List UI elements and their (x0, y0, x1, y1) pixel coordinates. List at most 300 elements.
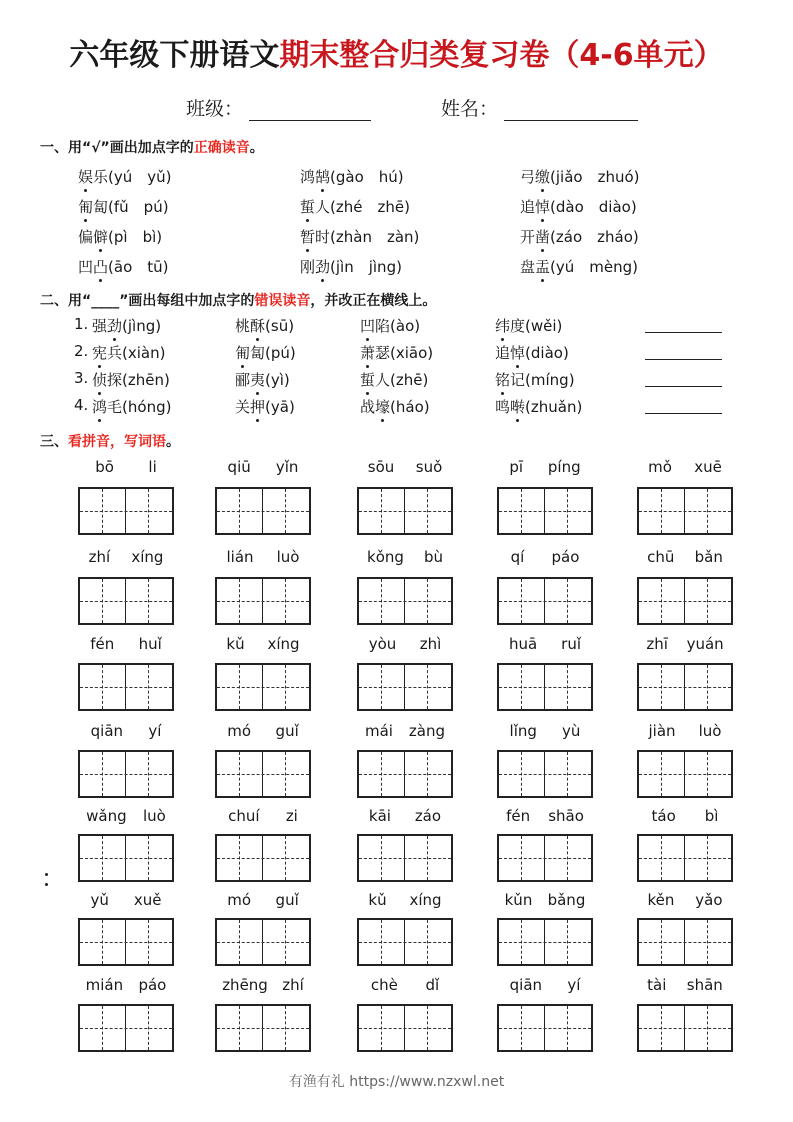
grid-cell[interactable] (428, 836, 451, 880)
name-blank[interactable] (504, 102, 638, 121)
grid-cell[interactable] (80, 752, 103, 796)
grid-cell[interactable] (405, 1006, 428, 1050)
grid-cell[interactable] (382, 579, 405, 623)
grid-cell[interactable] (708, 1006, 731, 1050)
char: 时 (315, 228, 331, 246)
pinyin-prompt (637, 548, 733, 566)
grid-cell[interactable] (708, 665, 731, 709)
dotted-char: 凹 (360, 317, 376, 335)
grid-cell[interactable] (428, 489, 451, 533)
grid-cell[interactable] (428, 752, 451, 796)
pinyin-syllable: yuán (686, 635, 724, 653)
grid-cell[interactable] (522, 920, 545, 964)
pinyin-options: (yú yǔ) (108, 168, 172, 186)
pinyin-syllable: lián (226, 548, 254, 566)
pinyin-prompt (497, 722, 593, 740)
grid-cell[interactable] (286, 665, 309, 709)
writing-grid[interactable] (357, 750, 453, 798)
grid-cell[interactable] (263, 920, 286, 964)
grid-cell[interactable] (522, 579, 545, 623)
grid-cell[interactable] (662, 752, 685, 796)
grid-cell[interactable] (149, 752, 172, 796)
section3-heading: 三、看拼音，写词语。 (40, 434, 180, 450)
pronunciation-choice-item[interactable] (520, 196, 637, 217)
pinyin-syllable: zhī (646, 635, 668, 653)
grid-cell[interactable] (708, 489, 731, 533)
grid-cell[interactable] (263, 836, 286, 880)
grid-cell[interactable] (522, 752, 545, 796)
pronunciation-choice-item[interactable] (78, 196, 169, 217)
pinyin-syllable: luò (276, 548, 300, 566)
grid-cell[interactable] (286, 920, 309, 964)
pronunciation-item[interactable] (235, 342, 296, 363)
writing-grid[interactable] (78, 1004, 174, 1052)
pinyin-options: (jiǎo zhuó) (550, 168, 640, 186)
grid-cell[interactable] (382, 1006, 405, 1050)
pinyin-syllable: záo (414, 807, 442, 825)
pinyin-syllable: xíng (409, 891, 442, 909)
grid-cell[interactable] (286, 1006, 309, 1050)
writing-grid[interactable] (78, 834, 174, 882)
grid-cell[interactable] (359, 752, 382, 796)
dotted-char: 暂 (300, 228, 316, 246)
grid-cell[interactable] (217, 489, 240, 533)
grid-cell[interactable] (217, 665, 240, 709)
grid-cell[interactable] (240, 1006, 263, 1050)
pinyin-prompt (78, 548, 174, 566)
writing-grid[interactable] (637, 918, 733, 966)
grid-cell[interactable] (545, 489, 568, 533)
grid-cell[interactable] (428, 920, 451, 964)
dotted-char: 盂 (535, 258, 551, 276)
grid-cell[interactable] (80, 920, 103, 964)
grid-cell[interactable] (240, 665, 263, 709)
writing-grid[interactable] (637, 750, 733, 798)
pinyin: (xiāo) (390, 344, 434, 362)
pinyin-options: (yú mèng) (550, 258, 638, 276)
pinyin: (háo) (390, 398, 430, 416)
pronunciation-choice-item[interactable] (78, 226, 162, 247)
grid-cell[interactable] (499, 836, 522, 880)
grid-cell[interactable] (240, 489, 263, 533)
pinyin-syllable: jiàn (648, 722, 676, 740)
grid-cell[interactable] (545, 836, 568, 880)
grid-cell[interactable] (662, 920, 685, 964)
char: 盘 (520, 258, 536, 276)
grid-cell[interactable] (217, 752, 240, 796)
grid-cell[interactable] (149, 920, 172, 964)
grid-cell[interactable] (263, 752, 286, 796)
pinyin-syllable: bǎng (547, 891, 586, 909)
pronunciation-item[interactable] (235, 396, 295, 417)
pronunciation-item[interactable] (360, 369, 428, 390)
answer-blank[interactable] (645, 386, 722, 387)
writing-grid[interactable] (357, 834, 453, 882)
grid-cell[interactable] (522, 665, 545, 709)
pinyin-prompt (357, 458, 453, 476)
writing-grid[interactable] (78, 750, 174, 798)
pronunciation-choice-item[interactable] (78, 256, 169, 277)
pronunciation-choice-item[interactable] (520, 226, 639, 247)
grid-cell[interactable] (685, 665, 708, 709)
grid-cell[interactable] (405, 665, 428, 709)
writing-grid[interactable] (215, 1004, 311, 1052)
pronunciation-item[interactable] (92, 342, 165, 363)
grid-cell[interactable] (80, 836, 103, 880)
pronunciation-choice-item[interactable] (300, 256, 402, 277)
writing-grid[interactable] (78, 577, 174, 625)
class-blank[interactable] (249, 102, 371, 121)
grid-cell[interactable] (639, 752, 662, 796)
grid-cell[interactable] (405, 579, 428, 623)
grid-cell[interactable] (405, 920, 428, 964)
pronunciation-choice-item[interactable] (520, 256, 638, 277)
grid-cell[interactable] (80, 1006, 103, 1050)
grid-cell[interactable] (359, 836, 382, 880)
pronunciation-choice-item[interactable] (300, 226, 419, 247)
char: 鸿 (300, 168, 316, 186)
dotted-char: 啭 (510, 398, 526, 416)
grid-cell[interactable] (568, 836, 591, 880)
answer-blank[interactable] (645, 359, 722, 360)
grid-cell[interactable] (126, 836, 149, 880)
pinyin-prompt (497, 807, 593, 825)
grid-cell[interactable] (545, 752, 568, 796)
dotted-char: 凿 (535, 228, 551, 246)
writing-grid[interactable] (497, 577, 593, 625)
grid-cell[interactable] (405, 489, 428, 533)
pinyin-prompt (78, 722, 174, 740)
writing-grid[interactable] (637, 487, 733, 535)
grid-cell[interactable] (382, 665, 405, 709)
writing-grid[interactable] (215, 577, 311, 625)
pronunciation-item[interactable] (495, 342, 569, 363)
pinyin-syllable: mó (227, 891, 252, 909)
grid-cell[interactable] (126, 920, 149, 964)
grid-cell[interactable] (545, 579, 568, 623)
pinyin: (zhēn) (122, 371, 170, 389)
pinyin-prompt (637, 807, 733, 825)
char: 探 (107, 371, 123, 389)
grid-cell[interactable] (568, 920, 591, 964)
char: 匐 (250, 344, 266, 362)
pronunciation-item[interactable] (495, 315, 562, 336)
grid-cell[interactable] (499, 1006, 522, 1050)
grid-cell[interactable] (685, 579, 708, 623)
char: 度 (510, 317, 526, 335)
dotted-char: 劲 (107, 317, 123, 335)
grid-cell[interactable] (662, 1006, 685, 1050)
grid-cell[interactable] (685, 836, 708, 880)
grid-cell[interactable] (217, 1006, 240, 1050)
char: 桃 (235, 317, 251, 335)
pinyin-prompt (78, 976, 174, 994)
name-label: 姓名： (441, 98, 499, 120)
pinyin-syllable: yǐn (275, 458, 299, 476)
grid-cell[interactable] (405, 752, 428, 796)
grid-cell[interactable] (149, 489, 172, 533)
class-label: 班级： (186, 98, 244, 120)
grid-cell[interactable] (80, 489, 103, 533)
grid-cell[interactable] (286, 836, 309, 880)
grid-cell[interactable] (708, 752, 731, 796)
class-field[interactable] (186, 94, 371, 121)
pronunciation-item[interactable] (360, 396, 430, 417)
pinyin: (pú) (265, 344, 296, 362)
grid-cell[interactable] (103, 1006, 126, 1050)
grid-cell[interactable] (685, 1006, 708, 1050)
pinyin-syllable: mǒ (648, 458, 672, 476)
grid-cell[interactable] (103, 836, 126, 880)
grid-cell[interactable] (685, 752, 708, 796)
answer-blank[interactable] (645, 413, 722, 414)
grid-cell[interactable] (545, 665, 568, 709)
grid-cell[interactable] (240, 579, 263, 623)
pronunciation-item[interactable] (235, 369, 290, 390)
grid-cell[interactable] (545, 920, 568, 964)
pinyin-syllable: shāo (548, 807, 584, 825)
pinyin-syllable: sōu (367, 458, 395, 476)
writing-grid[interactable] (78, 918, 174, 966)
pinyin-syllable: shān (686, 976, 723, 994)
pinyin-syllable: qí (510, 548, 525, 566)
pronunciation-item[interactable] (92, 369, 170, 390)
grid-cell[interactable] (263, 1006, 286, 1050)
pinyin: (zhuǎn) (525, 398, 583, 416)
writing-grid[interactable] (497, 750, 593, 798)
writing-grid[interactable] (497, 918, 593, 966)
margin-dot (45, 883, 48, 886)
writing-grid[interactable] (637, 577, 733, 625)
writing-grid[interactable] (497, 663, 593, 711)
grid-cell[interactable] (286, 489, 309, 533)
writing-grid[interactable] (357, 1004, 453, 1052)
grid-cell[interactable] (359, 665, 382, 709)
grid-cell[interactable] (499, 752, 522, 796)
pinyin-prompt (357, 807, 453, 825)
dotted-char: 缴 (535, 168, 551, 186)
pinyin-syllable: huǐ (138, 635, 162, 653)
answer-blank[interactable] (645, 332, 722, 333)
writing-grid[interactable] (78, 663, 174, 711)
grid-cell[interactable] (568, 1006, 591, 1050)
char: 匐 (93, 198, 109, 216)
grid-cell[interactable] (708, 579, 731, 623)
char: 关 (235, 398, 251, 416)
writing-grid[interactable] (497, 1004, 593, 1052)
pronunciation-choice-item[interactable] (78, 166, 172, 187)
grid-cell[interactable] (639, 1006, 662, 1050)
grid-cell[interactable] (80, 665, 103, 709)
group-number: 4. (74, 396, 89, 414)
grid-cell[interactable] (639, 920, 662, 964)
grid-cell[interactable] (126, 489, 149, 533)
pinyin-syllable: píng (547, 458, 581, 476)
grid-cell[interactable] (708, 920, 731, 964)
pinyin: (xiàn) (122, 344, 166, 362)
pronunciation-item[interactable] (235, 315, 294, 336)
grid-cell[interactable] (240, 836, 263, 880)
grid-cell[interactable] (568, 579, 591, 623)
pinyin-prompt (78, 458, 174, 476)
dotted-char: 匍 (78, 198, 94, 216)
grid-cell[interactable] (126, 752, 149, 796)
grid-cell[interactable] (359, 920, 382, 964)
grid-cell[interactable] (149, 665, 172, 709)
pinyin-syllable: mián (85, 976, 124, 994)
pinyin-prompt (215, 722, 311, 740)
grid-cell[interactable] (522, 489, 545, 533)
grid-cell[interactable] (382, 836, 405, 880)
grid-cell[interactable] (126, 665, 149, 709)
grid-cell[interactable] (685, 489, 708, 533)
writing-grid[interactable] (357, 577, 453, 625)
grid-cell[interactable] (522, 836, 545, 880)
pronunciation-choice-item[interactable] (300, 166, 404, 187)
grid-cell[interactable] (217, 920, 240, 964)
char: 乐 (93, 168, 109, 186)
pronunciation-item[interactable] (360, 342, 433, 363)
writing-grid[interactable] (357, 918, 453, 966)
grid-cell[interactable] (103, 489, 126, 533)
grid-cell[interactable] (545, 1006, 568, 1050)
grid-cell[interactable] (263, 665, 286, 709)
grid-cell[interactable] (639, 489, 662, 533)
pinyin: (míng) (525, 371, 575, 389)
pinyin-prompt (215, 548, 311, 566)
grid-cell[interactable] (428, 1006, 451, 1050)
pronunciation-choice-item[interactable] (300, 196, 410, 217)
pinyin-prompt (357, 976, 453, 994)
grid-cell[interactable] (708, 836, 731, 880)
grid-cell[interactable] (286, 752, 309, 796)
grid-cell[interactable] (639, 579, 662, 623)
grid-cell[interactable] (217, 579, 240, 623)
grid-cell[interactable] (149, 579, 172, 623)
pinyin-syllable: zhí (88, 548, 111, 566)
writing-grid[interactable] (215, 663, 311, 711)
grid-cell[interactable] (662, 489, 685, 533)
dotted-char: 夷 (250, 371, 266, 389)
grid-cell[interactable] (499, 489, 522, 533)
grid-cell[interactable] (149, 1006, 172, 1050)
writing-grid[interactable] (215, 918, 311, 966)
grid-cell[interactable] (149, 836, 172, 880)
grid-cell[interactable] (286, 579, 309, 623)
name-field[interactable] (441, 94, 638, 121)
writing-grid[interactable] (215, 834, 311, 882)
grid-cell[interactable] (103, 752, 126, 796)
pronunciation-choice-item[interactable] (520, 166, 640, 187)
grid-cell[interactable] (639, 665, 662, 709)
grid-cell[interactable] (499, 920, 522, 964)
grid-cell[interactable] (639, 836, 662, 880)
pinyin-syllable: chuí (228, 807, 260, 825)
writing-grid[interactable] (78, 487, 174, 535)
dotted-char: 悼 (535, 198, 551, 216)
pinyin-syllable: páo (138, 976, 167, 994)
writing-grid[interactable] (357, 487, 453, 535)
grid-cell[interactable] (428, 665, 451, 709)
grid-cell[interactable] (568, 752, 591, 796)
grid-cell[interactable] (240, 752, 263, 796)
title-red: 期末整合归类复习卷（4-6单元） (279, 38, 724, 73)
grid-cell[interactable] (568, 665, 591, 709)
writing-grid[interactable] (357, 663, 453, 711)
grid-cell[interactable] (263, 579, 286, 623)
writing-grid[interactable] (497, 487, 593, 535)
grid-cell[interactable] (428, 579, 451, 623)
pinyin-prompt (637, 976, 733, 994)
grid-cell[interactable] (80, 579, 103, 623)
pinyin-prompt (78, 807, 174, 825)
grid-cell[interactable] (662, 836, 685, 880)
grid-cell[interactable] (126, 579, 149, 623)
pinyin-syllable: pī (509, 458, 524, 476)
grid-cell[interactable] (405, 836, 428, 880)
pinyin-syllable: xíng (267, 635, 300, 653)
writing-grid[interactable] (637, 1004, 733, 1052)
pinyin-syllable: yòu (368, 635, 397, 653)
grid-cell[interactable] (217, 836, 240, 880)
grid-cell[interactable] (382, 752, 405, 796)
pinyin-syllable: kǒng (367, 548, 404, 566)
grid-cell[interactable] (126, 1006, 149, 1050)
writing-grid[interactable] (497, 834, 593, 882)
group-number: 2. (74, 342, 89, 360)
grid-cell[interactable] (662, 579, 685, 623)
writing-grid[interactable] (637, 663, 733, 711)
char: 瑟 (375, 344, 391, 362)
grid-cell[interactable] (103, 665, 126, 709)
grid-cell[interactable] (382, 920, 405, 964)
pronunciation-item[interactable] (360, 315, 420, 336)
pinyin: (sū) (265, 317, 295, 335)
pinyin: (yì) (265, 371, 290, 389)
grid-cell[interactable] (382, 489, 405, 533)
grid-cell[interactable] (359, 489, 382, 533)
pinyin-prompt (637, 458, 733, 476)
grid-cell[interactable] (685, 920, 708, 964)
pinyin-syllable: yǔ (90, 891, 109, 909)
pinyin-syllable: dǐ (425, 976, 440, 994)
writing-grid[interactable] (215, 487, 311, 535)
grid-cell[interactable] (499, 665, 522, 709)
grid-cell[interactable] (103, 579, 126, 623)
pronunciation-item[interactable] (92, 396, 171, 417)
grid-cell[interactable] (263, 489, 286, 533)
pinyin: (wěi) (525, 317, 563, 335)
char: 战 (360, 398, 376, 416)
grid-cell[interactable] (522, 1006, 545, 1050)
grid-cell[interactable] (359, 1006, 382, 1050)
pronunciation-item[interactable] (495, 396, 582, 417)
dotted-char: 宪 (92, 344, 108, 362)
pinyin-options: (jìn jìng) (330, 258, 402, 276)
grid-cell[interactable] (240, 920, 263, 964)
char: 毛 (107, 398, 123, 416)
writing-grid[interactable] (637, 834, 733, 882)
grid-cell[interactable] (568, 489, 591, 533)
pronunciation-item[interactable] (495, 369, 575, 390)
pronunciation-item[interactable] (92, 315, 161, 336)
writing-grid[interactable] (215, 750, 311, 798)
grid-cell[interactable] (103, 920, 126, 964)
char: 人 (315, 198, 331, 216)
grid-cell[interactable] (499, 579, 522, 623)
grid-cell[interactable] (359, 579, 382, 623)
grid-cell[interactable] (662, 665, 685, 709)
